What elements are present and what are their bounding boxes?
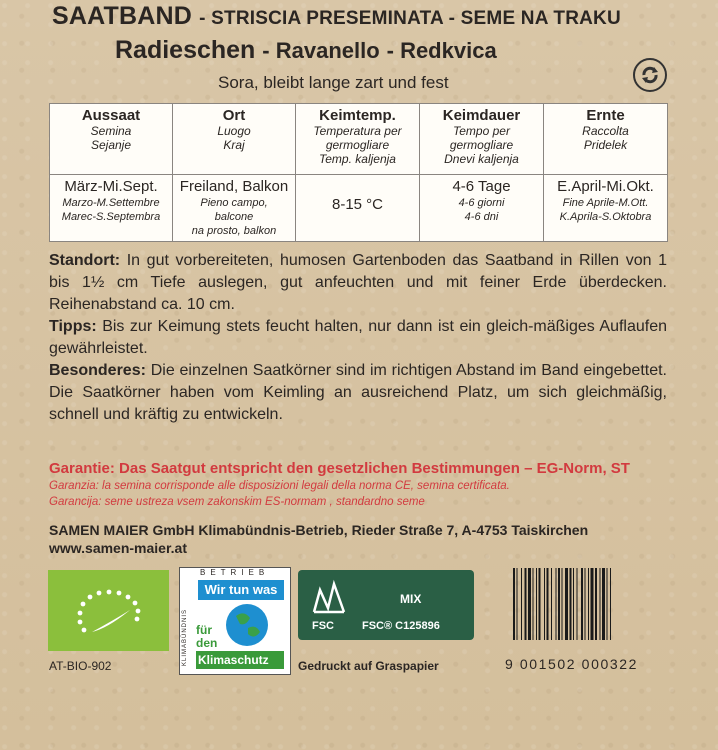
fsc-logo: FSC MIX FSC® C125896 [298,570,474,640]
instructions [49,250,667,426]
guarantee-sl: Garancija: seme ustreza vsem zakonskim ES-normam , standardno seme [49,496,425,508]
besonderes-paragraph: Besonderes: Die einzelnen Saatkörner sind im richtigen Abstand im Band eingebettet. Die Saatkörner haben vom Keimling an ausreichend Platz, um sich gleichmäßig, schnell und kräftig zu entwickeln. [49,362,667,423]
variety-sl: - Redkvica [386,38,497,63]
variety-de: Radieschen [115,36,256,64]
value-cell-ort: Freiland, Balkon Pieno campo, balcone na prosto, balkon [173,175,296,242]
cultivar-description: Sora, bleibt lange zart und fest [218,73,449,92]
value-cell-aussaat: März-Mi.Sept. Marzo-M.Settembre Marec-S.Septembra [50,175,173,242]
recycle-icon [633,58,667,92]
company-website[interactable]: www.samen-maier.at [49,540,187,556]
table-value-row [50,175,668,242]
header-cell-aussaat: Aussaat Semina Sejanje [50,104,173,175]
guarantee-it: Garanzia: la semina corrisponde alle disposizioni legali della norma CE, semina certificata. [49,480,510,492]
value-cell-keimtemp: 8-15 °C [296,175,420,242]
value-cell-ernte: E.April-Mi.Okt. Fine Aprile-M.Ott. K.Aprila-S.Oktobra [544,175,668,242]
header-cell-ernte: Ernte Raccolta Pridelek [544,104,668,175]
product-name: SAATBAND [52,2,193,30]
printed-on-grass-paper: Gedruckt auf Graspapier [298,659,439,673]
header-cell-keimtemp: Keimtemp. Temperatura per germogliare Temp. kaljenja [296,104,420,175]
table-header-row [50,104,668,175]
header-cell-ort: Ort Luogo Kraj [173,104,296,175]
tipps-paragraph: Tipps: Bis zur Keimung stets feucht halten, nur dann ist ein gleich-mäßiges Auflaufen gewährleistet. [49,318,667,357]
klimabuendnis-logo: BETRIEB KLIMABÜNDNIS Wir tun was für den Klimaschutz [179,567,291,675]
sowing-info-table [49,103,668,242]
variety-it: - Ravanello [262,38,380,63]
value-cell-keimdauer: 4-6 Tage 4-6 giorni 4-6 dni [420,175,544,242]
header-cell-keimdauer: Keimdauer Tempo per germogliare Dnevi kaljenja [420,104,544,175]
product-title [52,2,621,31]
globe-icon [226,604,268,646]
barcode-number: 9 001502 000322 [505,656,638,672]
guarantee-de: Garantie: Das Saatgut entspricht den gesetzlichen Bestimmungen – EG-Norm, ST [49,460,630,477]
barcode [513,568,670,658]
company-address: SAMEN MAIER GmbH Klimabündnis-Betrieb, Rieder Straße 7, A-4753 Taiskirchen [49,522,589,538]
fsc-tree-icon [310,578,348,616]
product-translations: - STRISCIA PRESEMINATA - SEME NA TRAKU [199,8,621,29]
standort-paragraph: Standort: In gut vorbereiteten, humosen Gartenboden das Saatband in Rillen von 1 bis 1½ cm Tiefe auslegen, gut anfeuchten und mit feiner Erde überdecken. Reihenabstand ca. 10 cm. [49,252,667,313]
variety-title [115,36,497,65]
bio-code: AT-BIO-902 [49,659,112,673]
eu-organic-logo [48,570,169,651]
